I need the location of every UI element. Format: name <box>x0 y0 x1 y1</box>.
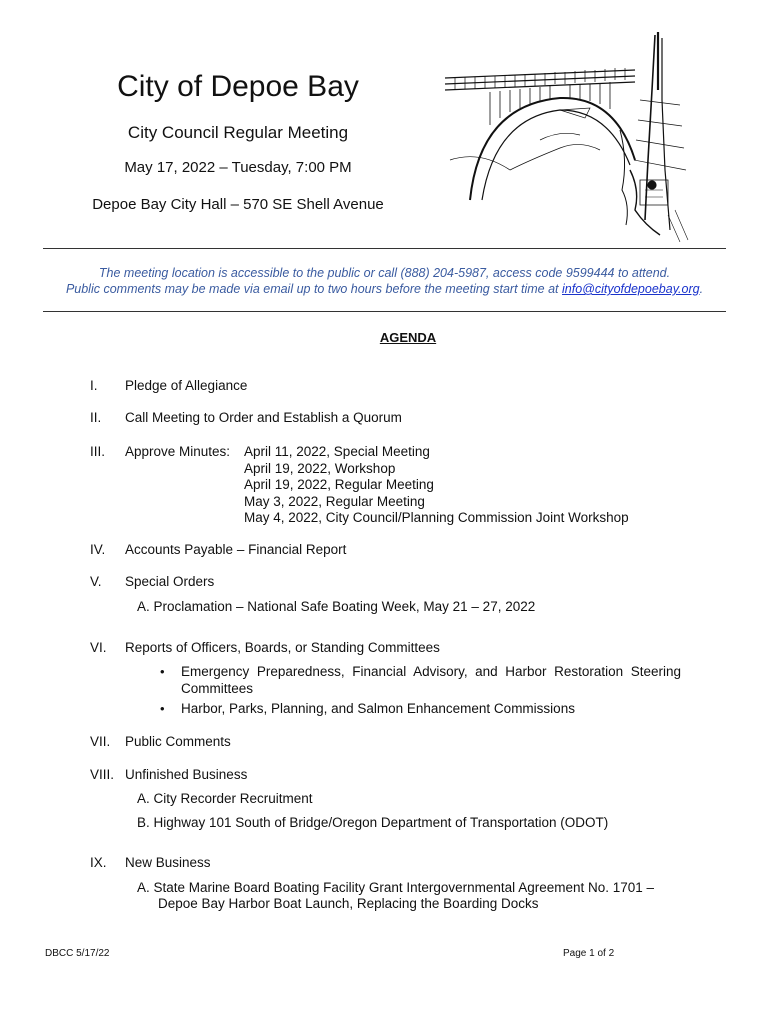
agenda-item-text: Call Meeting to Order and Establish a Quorum <box>125 410 402 425</box>
meeting-date: May 17, 2022 – Tuesday, 7:00 PM <box>124 159 352 176</box>
unfinished-business-item: A. City Recorder Recruitment <box>137 791 313 806</box>
notice-line-2-suffix: . <box>699 282 704 296</box>
agenda-item-number: I. <box>90 378 98 393</box>
bullet-icon: • <box>160 701 165 716</box>
agenda-item-text: Accounts Payable – Financial Report <box>125 542 347 557</box>
agenda-item-number: III. <box>90 444 106 459</box>
agenda-item-number: VIII. <box>90 767 115 782</box>
notice-line-2-prefix: Public comments may be made via email up to two hours before the meeting start time at <box>65 282 563 296</box>
agenda-item-number: VII. <box>90 734 111 749</box>
agenda-item-text: Pledge of Allegiance <box>125 378 248 393</box>
footer-page-number: Page 1 of 2 <box>563 948 615 959</box>
minutes-entry: April 11, 2022, Special Meeting <box>244 444 430 459</box>
agenda-item-number: II. <box>90 410 102 425</box>
agenda-item-number: IX. <box>90 855 107 870</box>
agenda-item-text: Public Comments <box>125 734 231 749</box>
bridge-illustration <box>440 30 690 242</box>
unfinished-business-item: B. Highway 101 South of Bridge/Oregon Department of Transportation (ODOT) <box>137 815 609 830</box>
report-bullet-item: Emergency Preparedness, Financial Advisory, and Harbor Restoration Steering Committees <box>181 664 681 696</box>
report-bullet-item: Harbor, Parks, Planning, and Salmon Enhancement Commissions <box>181 701 575 716</box>
notice-line-1: The meeting location is accessible to the public or call (888) 204-5987, access code 9599444 to attend. <box>98 266 671 280</box>
page-title: City of Depoe Bay <box>117 70 359 103</box>
agenda-item-text: Unfinished Business <box>125 767 248 782</box>
notice-line-2 <box>43 281 726 297</box>
minutes-entry: April 19, 2022, Regular Meeting <box>244 477 434 492</box>
minutes-entry: May 3, 2022, Regular Meeting <box>244 493 425 509</box>
agenda-item-text: Reports of Officers, Boards, or Standing Committees <box>125 640 440 655</box>
footer-doc-id: DBCC 5/17/22 <box>45 948 110 959</box>
minutes-entry: May 4, 2022, City Council/Planning Commission Joint Workshop <box>244 510 629 525</box>
agenda-item-text: Special Orders <box>125 574 215 589</box>
new-business-item-continued: Depoe Bay Harbor Boat Launch, Replacing the Boarding Docks <box>158 896 539 911</box>
meeting-location: Depoe Bay City Hall – 570 SE Shell Avenue <box>92 196 384 213</box>
email-link[interactable]: info@cityofdepoebay.org <box>562 282 700 296</box>
bullet-icon: • <box>160 664 165 679</box>
agenda-heading: AGENDA <box>379 330 437 345</box>
agenda-item-text: New Business <box>125 855 211 870</box>
new-business-item: A. State Marine Board Boating Facility Grant Intergovernmental Agreement No. 1701 – <box>137 880 655 895</box>
agenda-item-text: Approve Minutes: <box>125 444 231 459</box>
agenda-item-number: V. <box>90 574 102 589</box>
agenda-item-number: VI. <box>90 640 107 655</box>
top-divider <box>43 248 726 249</box>
meeting-type: City Council Regular Meeting <box>127 123 349 142</box>
agenda-item-number: IV. <box>90 542 106 557</box>
special-order-item: A. Proclamation – National Safe Boating Week, May 21 – 27, 2022 <box>137 599 536 614</box>
access-notice <box>43 265 726 297</box>
bottom-divider <box>43 311 726 312</box>
minutes-entry: April 19, 2022, Workshop <box>244 460 396 476</box>
minutes-list <box>244 444 629 527</box>
